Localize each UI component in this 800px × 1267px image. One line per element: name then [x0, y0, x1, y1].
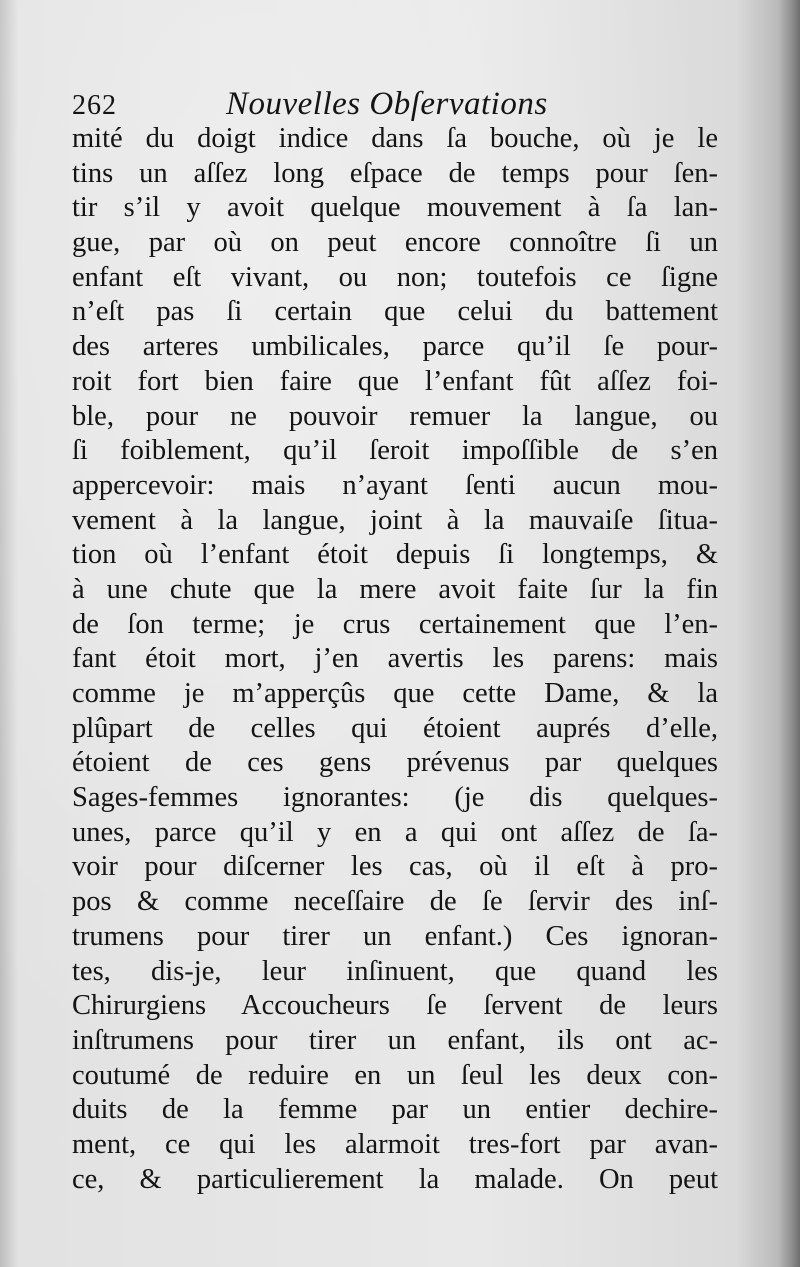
text-line: trumens pour tirer un enfant.) Ces ignoran- — [72, 920, 718, 952]
page-header — [72, 86, 632, 126]
text-line: n’eſt pas ſi certain que celui du battement — [72, 296, 718, 328]
text-line: Sages-femmes ignorantes: (je dis quelques- — [72, 782, 718, 814]
text-line: duits de la femme par un entier dechire- — [72, 1094, 718, 1126]
text-line: comme je m’apperçûs que cette Dame, & la — [72, 678, 718, 709]
text-line: tes, dis-je, leur inſinuent, que quand les — [72, 955, 718, 987]
text-line: unes, parce qu’il y en a qui ont aſſez de ſa- — [72, 816, 718, 848]
text-line: tion où l’enfant étoit depuis ſi longtemps, & — [72, 539, 718, 571]
text-line: à une chute que la mere avoit faite ſur la fin — [72, 573, 718, 605]
text-line: mité du doigt indice dans ſa bouche, où je le — [72, 123, 718, 154]
text-line: pos & comme neceſſaire de ſe ſervir des inſ- — [72, 886, 718, 918]
text-line: tir s’il y avoit quelque mouvement à ſa lan- — [72, 192, 718, 224]
text-line: gue, par où on peut encore connoître ſi un — [72, 227, 718, 259]
text-line: vement à la langue, joint à la mauvaiſe ſitua- — [72, 504, 718, 536]
text-line: fant étoit mort, j’en avertis les parens: mais — [72, 643, 718, 675]
page-edge-shadow — [778, 0, 800, 1267]
text-line: étoient de ces gens prévenus par quelques — [72, 747, 718, 779]
text-line: tins un aſſez long eſpace de temps pour ſen- — [72, 157, 718, 189]
text-line: de ſon terme; je crus certainement que l’en- — [72, 608, 718, 640]
body-text — [72, 122, 718, 1197]
text-line: des arteres umbilicales, parce qu’il ſe pour- — [72, 331, 718, 363]
text-line: enfant eſt vivant, ou non; toutefois ce ſigne — [72, 261, 718, 293]
page-number: 262 — [72, 90, 117, 121]
text-line: plûpart de celles qui étoient auprés d’elle, — [72, 712, 718, 744]
running-title: Nouvelles Obſervations — [226, 86, 548, 122]
text-line: ſi foiblement, qu’il ſeroit impoſſible de s’en — [72, 435, 718, 467]
text-line: voir pour diſcerner les cas, où il eſt à pro- — [72, 851, 718, 883]
text-line: ment, ce qui les alarmoit tres-fort par avan- — [72, 1128, 718, 1160]
text-line: inſtrumens pour tirer un enfant, ils ont ac- — [72, 1024, 718, 1056]
text-line: ce, & particulierement la malade. On peut — [72, 1163, 718, 1195]
text-line: ble, pour ne pouvoir remuer la langue, ou — [72, 400, 718, 432]
text-line: appercevoir: mais n’ayant ſenti aucun mou- — [72, 469, 718, 501]
text-line: roit fort bien faire que l’enfant fût aſſez foi- — [72, 365, 718, 397]
text-line: coutumé de reduire en un ſeul les deux con- — [72, 1059, 718, 1091]
text-line: Chirurgiens Accoucheurs ſe ſervent de leurs — [72, 990, 718, 1022]
